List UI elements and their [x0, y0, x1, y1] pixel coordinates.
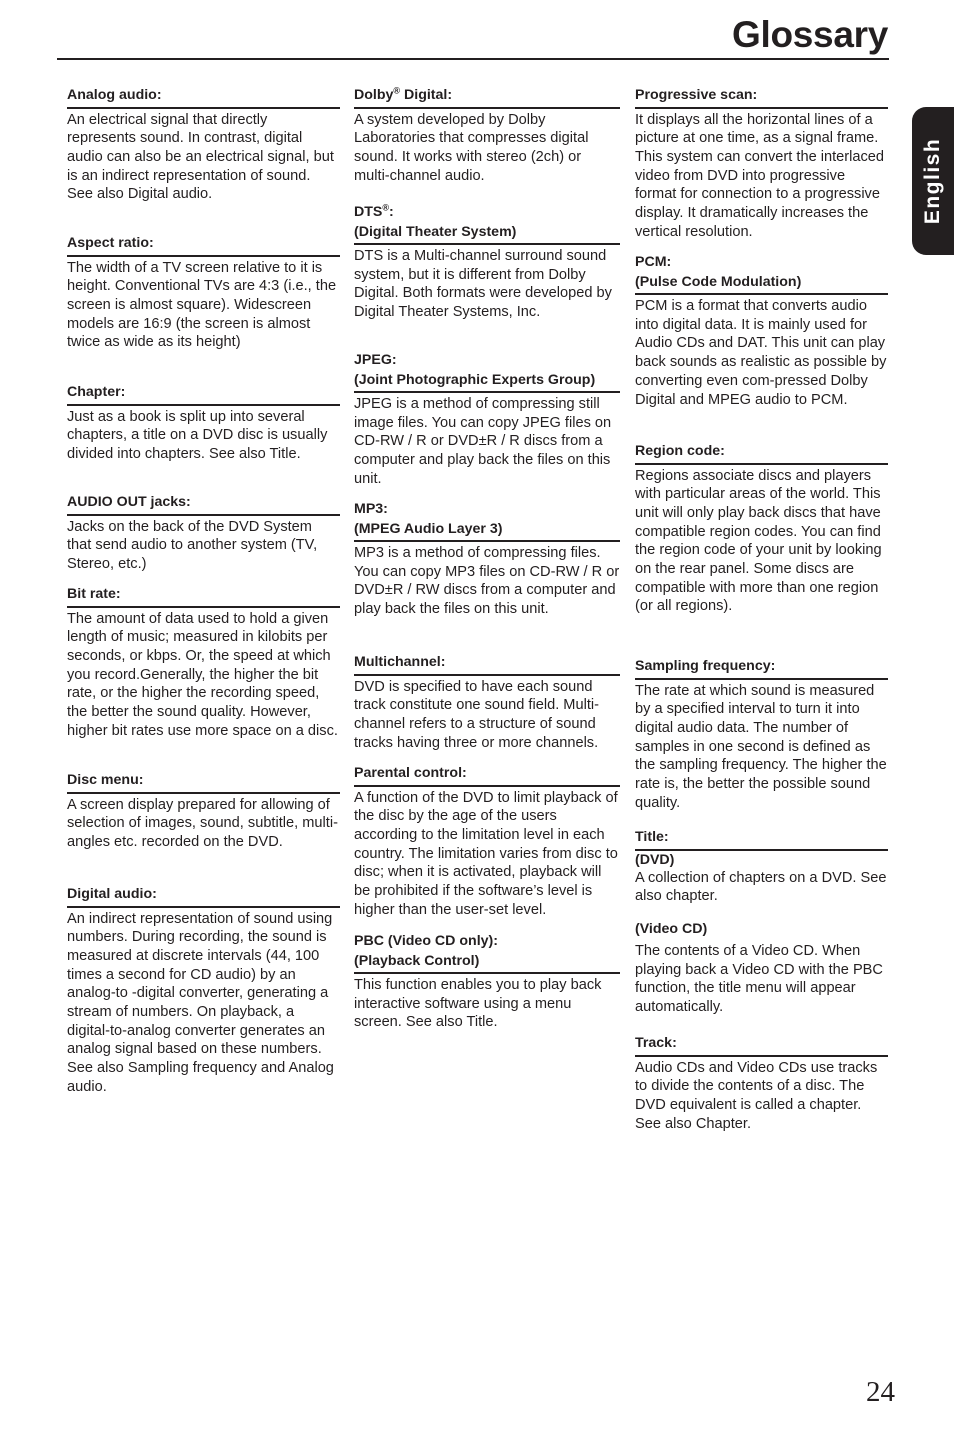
term-text-suffix: Digital: — [400, 87, 453, 103]
glossary-term — [67, 885, 340, 908]
glossary-definition: The amount of data used to hold a given length of music; measured in kilobits per seconds, or kbps. Or, the speed at which you record.Generally, the higher the bit rate, or the higher the recording speed, the better the sound quality. However, higher bit rates use more space on a disc. — [67, 610, 338, 739]
glossary-entry — [67, 771, 340, 852]
glossary-term — [67, 383, 340, 406]
glossary-definition: A collection of chapters on a DVD. See also chapter. — [635, 869, 887, 905]
glossary-term — [354, 351, 620, 393]
glossary-definition: This function enables you to play back interactive software using a menu screen. See also Title. — [354, 977, 602, 1031]
glossary-term — [354, 203, 620, 245]
glossary-entry — [635, 828, 888, 1017]
glossary-term — [67, 493, 340, 516]
term-text: PBC (Video CD only): — [354, 933, 498, 949]
language-tab-label: English — [921, 137, 944, 225]
glossary-entry — [354, 203, 620, 322]
glossary-definition: The contents of a Video CD. When playing back a Video CD with the PBC function, the title menu will appear automatically. — [635, 942, 883, 1016]
glossary-entry — [67, 493, 340, 574]
term-text: Multichannel: — [354, 654, 446, 670]
term-subtitle: (DVD) — [635, 851, 675, 868]
term-subtitle: (Video CD) — [635, 920, 708, 937]
glossary-definition: An electrical signal that directly represents sound. In contrast, digital audio can also be an electrical signal, but is an indirect representation of sound. See also Digital audio. — [67, 111, 334, 203]
glossary-definition: Just as a book is split up into several chapters, a title on a DVD disc is usually divided into chapters. See also Title. — [67, 408, 328, 462]
glossary-entry — [354, 351, 620, 489]
glossary-entry — [635, 86, 888, 241]
term-text: Track: — [635, 1035, 677, 1051]
term-text: Region code: — [635, 443, 725, 459]
term-subtitle: (Joint Photographic Experts Group) — [354, 371, 596, 388]
registered-mark: ® — [382, 202, 390, 213]
term-text: Progressive scan: — [635, 87, 758, 103]
term-text: Analog audio: — [67, 87, 162, 103]
registered-mark: ® — [393, 85, 401, 96]
glossary-definition: DVD is specified to have each sound track constitute one sound field. Multi-channel refers to a structure of sound tracks having three or more channels. — [354, 678, 599, 751]
term-text: Chapter: — [67, 384, 126, 400]
glossary-term — [354, 86, 620, 109]
glossary-term — [67, 86, 340, 109]
glossary-definition: An indirect representation of sound using numbers. During recording, the sound is measured at discrete intervals (44, 100 times a second for CD audio) by an analog-to -digital converter, generating a stream of numbers. On playback, a digital-to-analog converter generates an analog signal based on these numbers. See also Sampling frequency and Analog audio. — [67, 910, 334, 1095]
glossary-entry — [67, 234, 340, 352]
term-subtitle: (MPEG Audio Layer 3) — [354, 520, 503, 537]
glossary-definition: MP3 is a method of compressing files. You can copy MP3 files on CD-RW / R or DVD±R / RW discs from a computer and play back the files on this unit. — [354, 545, 620, 618]
glossary-term — [354, 932, 620, 974]
term-text: MP3: — [354, 501, 388, 517]
language-tab — [912, 107, 954, 255]
glossary-entry — [635, 253, 888, 409]
glossary-term — [635, 86, 888, 109]
term-text: DTS — [354, 204, 383, 220]
term-text: Digital audio: — [67, 886, 157, 902]
glossary-term — [354, 500, 620, 542]
glossary-definition: DTS is a Multi-channel surround sound system, but it is different from Dolby Digital. Both formats were developed by Digital Theater Systems, Inc. — [354, 248, 612, 321]
glossary-entry — [67, 885, 340, 1097]
term-subtitle: (Playback Control) — [354, 952, 480, 969]
glossary-definition: Jacks on the back of the DVD System that send audio to another system (TV, Stereo, etc.) — [67, 518, 318, 572]
term-text: Dolby — [354, 87, 394, 103]
glossary-entry — [67, 86, 340, 204]
term-subtitle: (Digital Theater System) — [354, 223, 517, 240]
glossary-definition: The rate at which sound is measured by a specified interval to turn it into digital audio data. The number of samples in one second is defined as the sampling frequency. The higher the rate is, the better the possible sound quality. — [635, 682, 887, 811]
glossary-entry — [67, 383, 340, 464]
term-text: Sampling frequency: — [635, 658, 776, 674]
glossary-term — [635, 442, 888, 465]
glossary-entry — [354, 764, 620, 919]
term-text: PCM: — [635, 254, 672, 270]
glossary-definition: A system developed by Dolby Laboratories that compresses digital sound. It works with stereo (2ch) or multi-channel audio. — [354, 111, 589, 184]
term-text: Aspect ratio: — [67, 235, 154, 251]
title-rule — [57, 58, 889, 60]
glossary-definition: Audio CDs and Video CDs use tracks to divide the contents of a disc. The DVD equivalent is called a chapter. See also Chapter. — [635, 1059, 878, 1132]
glossary-definition: The width of a TV screen relative to it is height. Conventional TVs are 4:3 (i.e., the screen is almost square). Widescreen models are 16:9 (the screen is almost twice as wide as its height) — [67, 259, 337, 351]
glossary-term — [354, 653, 620, 676]
glossary-term — [635, 253, 888, 295]
glossary-entry — [354, 500, 620, 619]
term-text: Bit rate: — [67, 586, 121, 602]
glossary-entry — [354, 653, 620, 752]
glossary-term — [67, 585, 340, 608]
glossary-term — [67, 234, 340, 257]
page-title: Glossary — [732, 14, 888, 55]
glossary-entry — [67, 585, 340, 740]
glossary-term — [67, 771, 340, 794]
glossary-entry — [635, 1034, 888, 1133]
glossary-entry — [635, 657, 888, 812]
page-number: 24 — [866, 1376, 895, 1408]
term-text: Title: — [635, 829, 669, 845]
glossary-definition: A function of the DVD to limit playback of the disc by the age of the users according to the limitation level in each country. The limitation varies from disc to disc; when it is activated, playback will be prohibited if the software’s level is higher than the user-set level. — [354, 789, 618, 918]
glossary-entry — [635, 442, 888, 616]
glossary-definition: A screen display prepared for allowing of selection of images, sound, subtitle, multi-angles etc. recorded on the DVD. — [67, 796, 338, 850]
glossary-definition: It displays all the horizontal lines of a picture at one time, as a signal frame. This system can convert the interlaced video from DVD into progressive format for connection to a progressive display. It dramatically increases the vertical resolution. — [635, 111, 885, 240]
glossary-term — [635, 657, 888, 680]
term-text: AUDIO OUT jacks: — [67, 494, 191, 510]
term-text: Parental control: — [354, 765, 467, 781]
glossary-term — [635, 828, 888, 851]
glossary-entry — [354, 86, 620, 185]
term-text: Disc menu: — [67, 772, 144, 788]
term-subtitle: (Pulse Code Modulation) — [635, 273, 802, 290]
glossary-definition: JPEG is a method of compressing still image files. You can copy JPEG files on CD-RW / R or DVD±R / R discs from a computer and play back the files on this unit. — [354, 396, 612, 487]
term-text-suffix: : — [389, 204, 394, 220]
glossary-definition: PCM is a format that converts audio into digital data. It is mainly used for Audio CDs and DAT. This unit can play back sounds as realistic as possible by converting even com-pressed Dolby Digital and MPEG audio to PCM. — [635, 298, 887, 408]
glossary-definition: Regions associate discs and players with particular areas of the world. This unit will only play back discs that have compatible region codes. You can find the region code of your unit by looking on the rear panel. Some discs are compatible with more than one region (or all regions). — [635, 467, 882, 615]
glossary-term — [354, 764, 620, 787]
term-text: JPEG: — [354, 352, 397, 368]
glossary-term — [635, 1034, 888, 1057]
glossary-entry — [354, 932, 620, 1032]
